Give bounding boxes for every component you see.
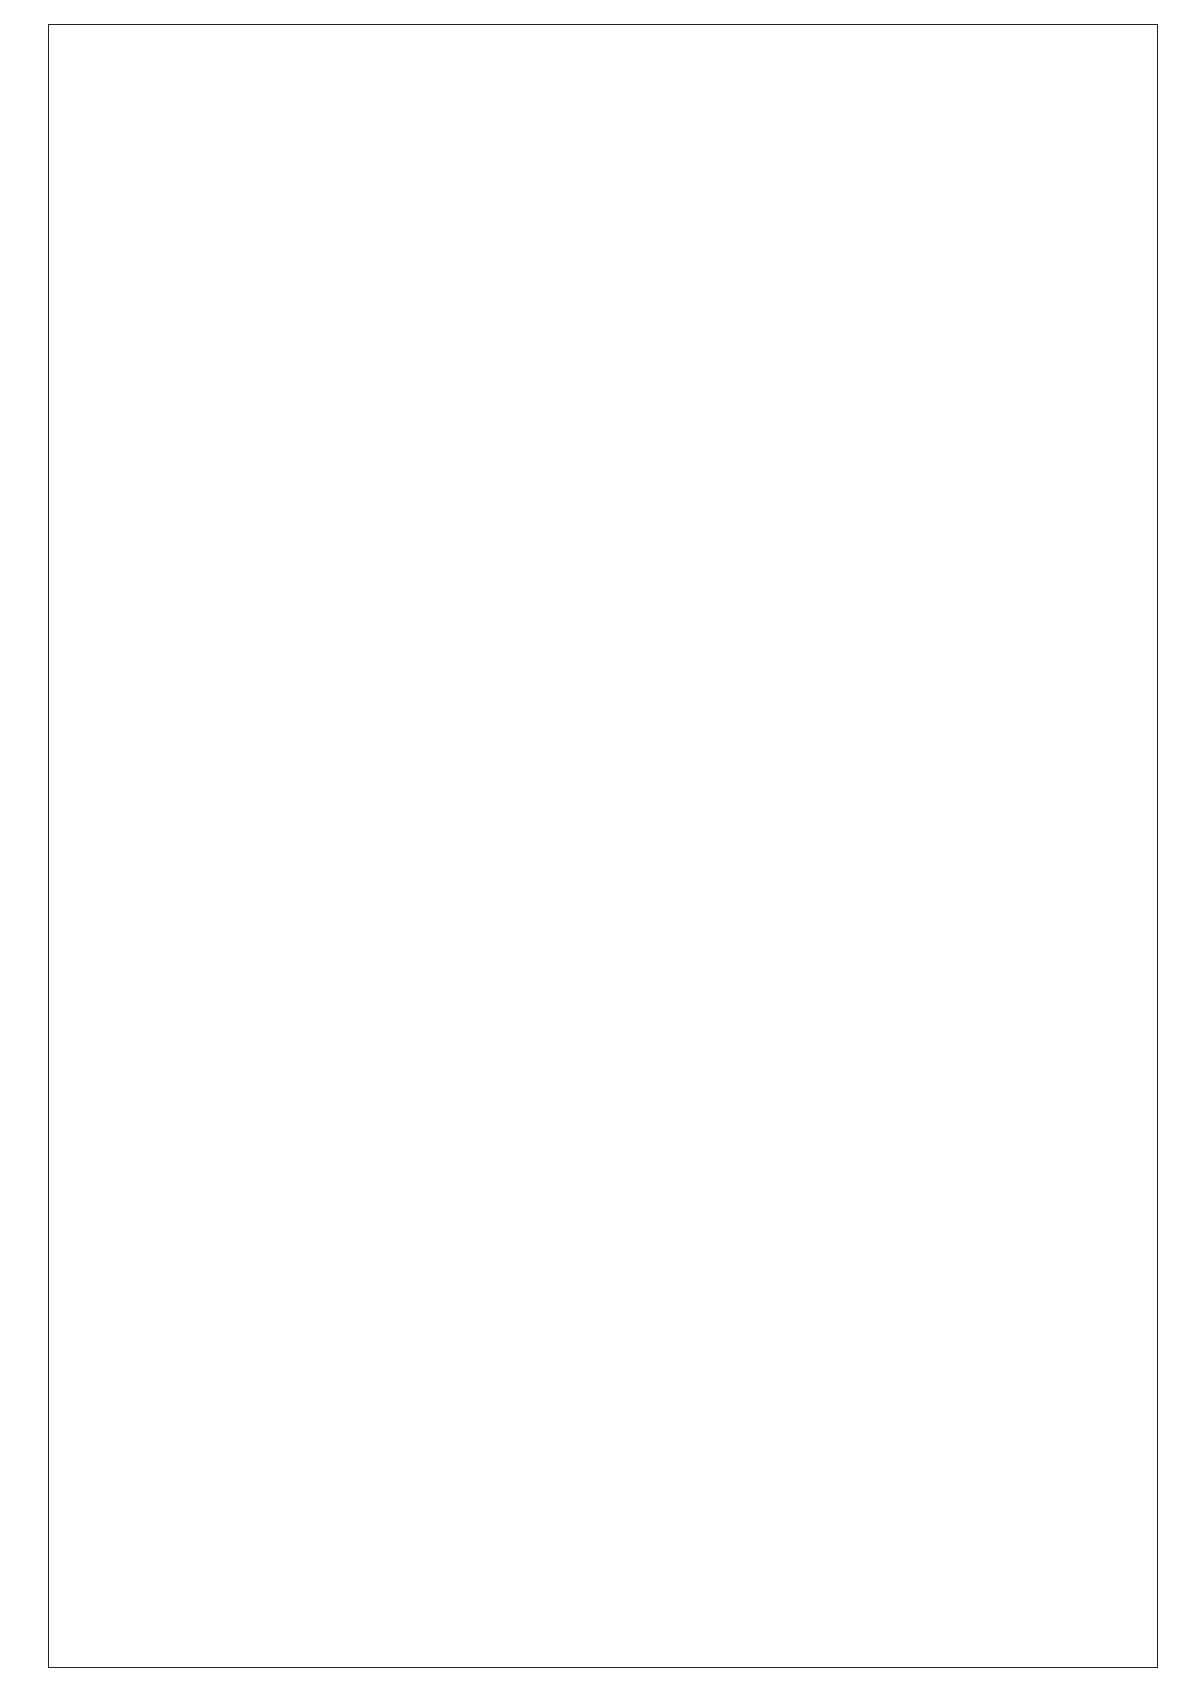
page-frame [48, 24, 1158, 1668]
